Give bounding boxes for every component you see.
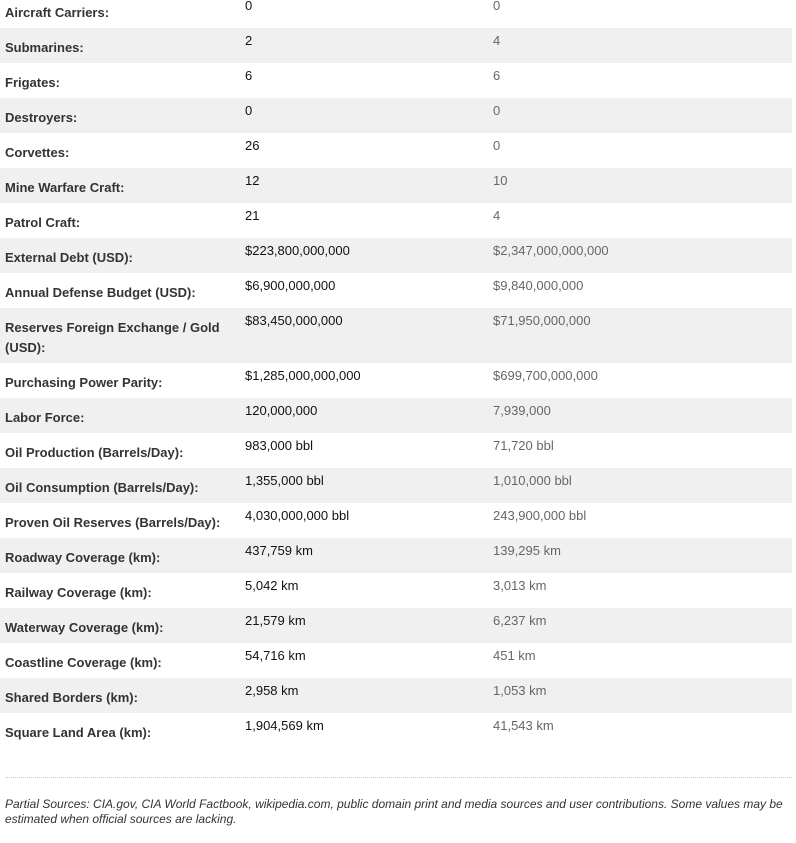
country-2-value: 4 (493, 203, 792, 238)
country-2-value: 6 (493, 63, 792, 98)
country-2-value: 139,295 km (493, 538, 792, 573)
row-label: Square Land Area (km): (0, 713, 245, 748)
country-2-value: 0 (493, 98, 792, 133)
country-2-value: 7,939,000 (493, 398, 792, 433)
country-1-value: $6,900,000,000 (245, 273, 493, 308)
row-label: Submarines: (0, 28, 245, 63)
country-1-value: 6 (245, 63, 493, 98)
table-row (0, 0, 792, 28)
country-1-value: 21,579 km (245, 608, 493, 643)
table-row (0, 643, 792, 678)
table-row (0, 273, 792, 308)
country-1-value: 21 (245, 203, 493, 238)
country-1-value: 2,958 km (245, 678, 493, 713)
country-2-value: 243,900,000 bbl (493, 503, 792, 538)
country-1-value: $1,285,000,000,000 (245, 363, 493, 398)
row-label: Reserves Foreign Exchange / Gold (USD): (0, 308, 245, 363)
country-1-value: 0 (245, 0, 493, 28)
country-2-value: $71,950,000,000 (493, 308, 792, 363)
table-row (0, 678, 792, 713)
row-label: Coastline Coverage (km): (0, 643, 245, 678)
row-label: Patrol Craft: (0, 203, 245, 238)
table-row (0, 238, 792, 273)
country-2-value: 6,237 km (493, 608, 792, 643)
table-row (0, 608, 792, 643)
country-1-value: $223,800,000,000 (245, 238, 493, 273)
table-row (0, 468, 792, 503)
row-label: Destroyers: (0, 98, 245, 133)
row-label: Purchasing Power Parity: (0, 363, 245, 398)
row-label: Frigates: (0, 63, 245, 98)
row-label: Oil Consumption (Barrels/Day): (0, 468, 245, 503)
row-label: Mine Warfare Craft: (0, 168, 245, 203)
country-1-value: 26 (245, 133, 493, 168)
country-1-value: 0 (245, 98, 493, 133)
country-1-value: 2 (245, 28, 493, 63)
row-label: Waterway Coverage (km): (0, 608, 245, 643)
row-label: Oil Production (Barrels/Day): (0, 433, 245, 468)
country-1-value: $83,450,000,000 (245, 308, 493, 363)
country-2-value: 41,543 km (493, 713, 792, 748)
row-label: Labor Force: (0, 398, 245, 433)
country-2-value: $2,347,000,000,000 (493, 238, 792, 273)
table-row (0, 63, 792, 98)
row-label: Shared Borders (km): (0, 678, 245, 713)
country-1-value: 5,042 km (245, 573, 493, 608)
country-2-value: 4 (493, 28, 792, 63)
country-2-value: 71,720 bbl (493, 433, 792, 468)
table-row (0, 203, 792, 238)
table-row (0, 713, 792, 748)
country-1-value: 1,904,569 km (245, 713, 493, 748)
country-2-value: 0 (493, 0, 792, 28)
table-row (0, 398, 792, 433)
row-label: Corvettes: (0, 133, 245, 168)
country-2-value: 1,053 km (493, 678, 792, 713)
row-label: External Debt (USD): (0, 238, 245, 273)
table-row (0, 573, 792, 608)
row-label: Aircraft Carriers: (0, 0, 245, 28)
table-row (0, 28, 792, 63)
country-2-value: 10 (493, 168, 792, 203)
row-label: Proven Oil Reserves (Barrels/Day): (0, 503, 245, 538)
table-row (0, 433, 792, 468)
table-row (0, 503, 792, 538)
country-2-value: $699,700,000,000 (493, 363, 792, 398)
table-row (0, 168, 792, 203)
country-2-value: 451 km (493, 643, 792, 678)
table-row (0, 363, 792, 398)
country-2-value: 1,010,000 bbl (493, 468, 792, 503)
country-2-value: $9,840,000,000 (493, 273, 792, 308)
row-label: Railway Coverage (km): (0, 573, 245, 608)
country-1-value: 1,355,000 bbl (245, 468, 493, 503)
country-1-value: 54,716 km (245, 643, 493, 678)
country-2-value: 3,013 km (493, 573, 792, 608)
country-1-value: 4,030,000,000 bbl (245, 503, 493, 538)
row-label: Annual Defense Budget (USD): (0, 273, 245, 308)
country-1-value: 983,000 bbl (245, 433, 493, 468)
row-label: Roadway Coverage (km): (0, 538, 245, 573)
table-row (0, 538, 792, 573)
table-row (0, 133, 792, 168)
country-1-value: 437,759 km (245, 538, 493, 573)
country-1-value: 120,000,000 (245, 398, 493, 433)
sources-note: Partial Sources: CIA.gov, CIA World Factbook, wikipedia.com, public domain print and media sources and user contributions. Some values may be estimated when official sources are lacking. (5, 797, 783, 826)
country-2-value: 0 (493, 133, 792, 168)
table-row (0, 308, 792, 363)
country-1-value: 12 (245, 168, 493, 203)
table-row (0, 98, 792, 133)
